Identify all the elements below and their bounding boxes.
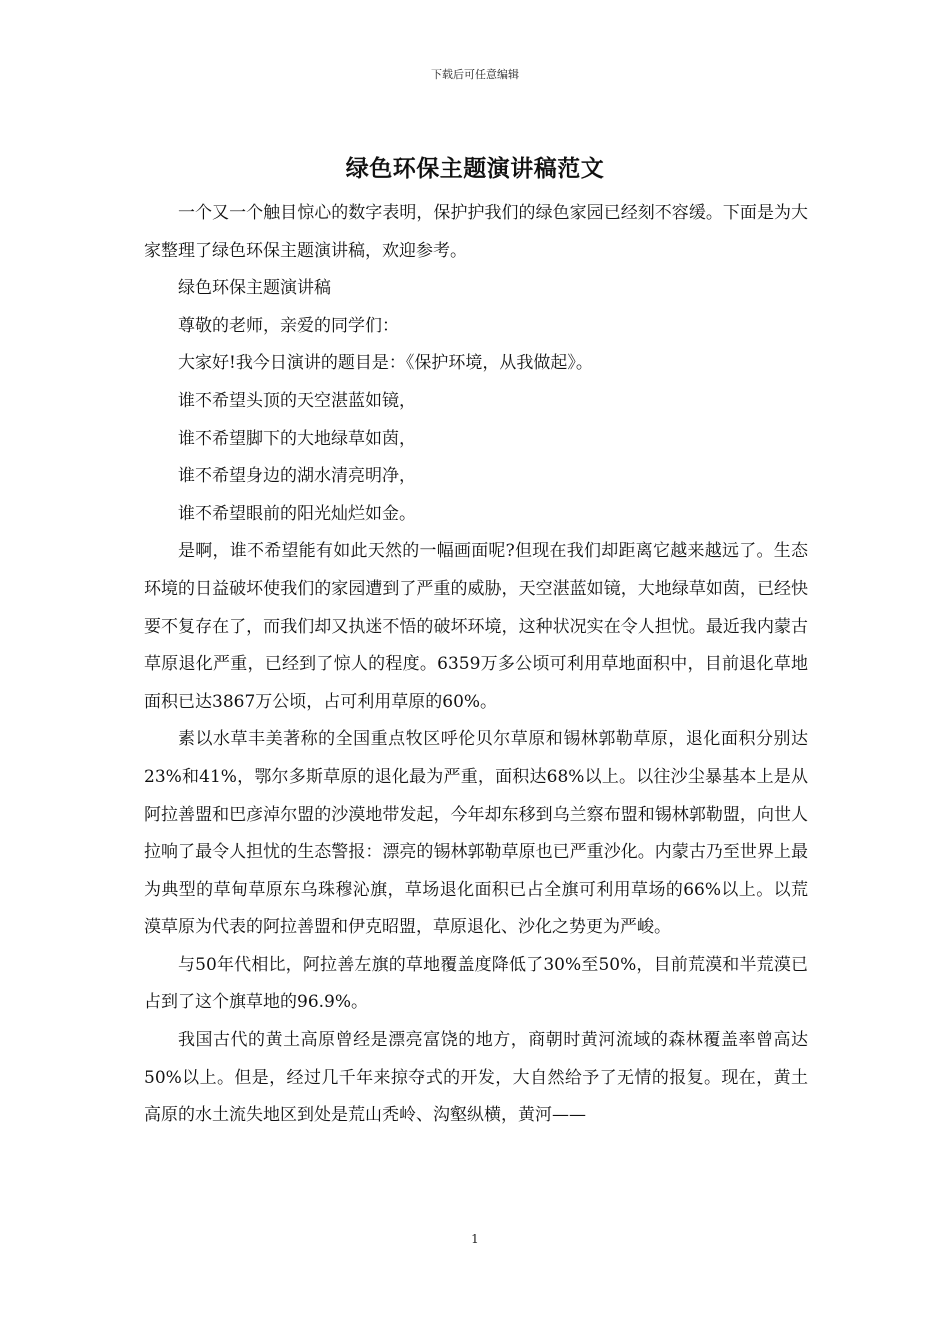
paragraph: 一个又一个触目惊心的数字表明，保护护我们的绿色家园已经刻不容缓。下面是为大家整理了绿色环保主题演讲稿，欢迎参考。 [144,203,808,261]
paragraph: 素以水草丰美著称的全国重点牧区呼伦贝尔草原和锡林郭勒草原，退化面积分别达23%和41%，鄂尔多斯草原的退化最为严重，面积达68%以上。以往沙尘暴基本上是从阿拉善盟和巴彦淖尔盟的沙漠地带发起，今年却东移到乌兰察布盟和锡林郭勒盟，向世人拉响了最令人担忧的生态警报：漂亮的锡林郭勒草原也已严重沙化。内蒙古乃至世界上最为典型的草甸草原东乌珠穆沁旗，草场退化面积已占全旗可利用草场的66%以上。以荒漠草原为代表的阿拉善盟和伊克昭盟，草原退化、沙化之势更为严峻。 [144,729,808,938]
paragraph: 是啊，谁不希望能有如此天然的一幅画面呢?但现在我们却距离它越来越远了。生态环境的日益破坏使我们的家园遭到了严重的威胁，天空湛蓝如镜，大地绿草如茵，已经快要不复存在了，而我们却又执迷不悟的破坏环境，这种状况实在令人担忧。最近我内蒙古草原退化严重，已经到了惊人的程度。6359万多公顷可利用草地面积中，目前退化草地面积已达3867万公顷，占可利用草原的60%。 [144,541,808,712]
paragraph: 大家好!我今日演讲的题目是：《保护环境，从我做起》。 [178,353,593,374]
paragraph: 尊敬的老师，亲爱的同学们： [178,315,399,336]
paragraph: 我国古代的黄土高原曾经是漂亮富饶的地方，商朝时黄河流域的森林覆盖率曾高达50%以上。但是，经过几千年来掠夺式的开发，大自然给予了无情的报复。现在，黄土高原的水土流失地区到处是荒山秃岭、沟壑纵横，黄河—— [144,1030,808,1126]
paragraph: 谁不希望身边的湖水清亮明净， [178,466,416,487]
paragraph: 绿色环保主题演讲稿 [178,278,331,299]
paragraph: 与50年代相比，阿拉善左旗的草地覆盖度降低了30%至50%，目前荒漠和半荒漠已占到了这个旗草地的96.9%。 [144,954,808,1013]
paragraph: 谁不希望头顶的天空湛蓝如镜， [178,390,416,411]
page-number: 1 [471,1232,479,1246]
document-title: 绿色环保主题演讲稿范文 [345,155,605,182]
paragraph: 谁不希望眼前的阳光灿烂如金。 [178,503,416,524]
page-header: 下载后可任意编辑 [431,68,519,81]
document-body [144,195,808,1135]
paragraph: 谁不希望脚下的大地绿草如茵， [178,428,416,449]
